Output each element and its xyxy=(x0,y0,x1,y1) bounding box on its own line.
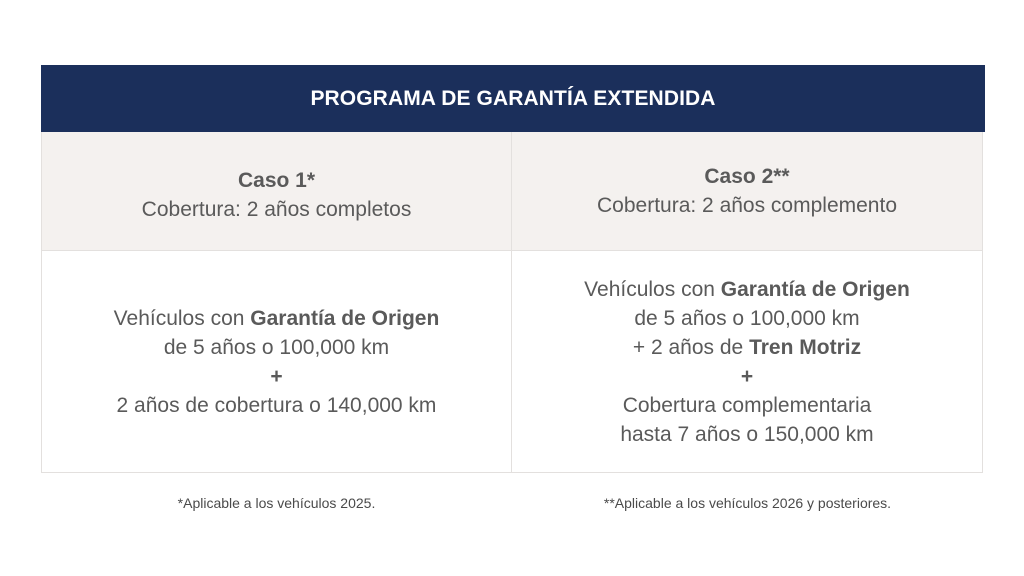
case-1-details xyxy=(42,251,512,472)
footnote-case-2: **Aplicable a los vehículos 2026 y posteriores. xyxy=(603,495,892,511)
footnote-case-1: *Aplicable a los vehículos 2025. xyxy=(177,495,376,511)
case-1-coverage: Cobertura: 2 años completos xyxy=(141,198,412,221)
case-2-line-1: Vehículos con Garantía de Origen xyxy=(584,277,910,301)
case-1-title: Caso 1* xyxy=(237,169,316,192)
case-2-title: Caso 2** xyxy=(704,165,790,188)
case-2-coverage: Cobertura: 2 años complemento xyxy=(597,194,897,217)
case-2-plus: + xyxy=(740,364,754,388)
warranty-table xyxy=(41,65,983,473)
case-1-line-3: 2 años de cobertura o 140,000 km xyxy=(116,393,437,417)
table-header-banner xyxy=(41,65,985,132)
case-1-plus: + xyxy=(270,364,283,388)
case-2-line-4: Cobertura complementaria xyxy=(622,393,872,417)
footnotes xyxy=(41,495,983,511)
table-title: PROGRAMA DE GARANTÍA EXTENDIDA xyxy=(310,86,716,110)
case-header-row xyxy=(42,132,982,251)
case-2-line-3: + 2 años de Tren Motriz xyxy=(632,335,862,359)
case-1-line-2: de 5 años o 100,000 km xyxy=(163,335,390,359)
case-detail-row xyxy=(42,251,982,472)
case-2-line-5: hasta 7 años o 150,000 km xyxy=(620,422,874,446)
case-2-line-2: de 5 años o 100,000 km xyxy=(634,306,860,330)
case-1-line-1: Vehículos con Garantía de Origen xyxy=(113,306,440,330)
case-2-header xyxy=(512,132,982,250)
case-1-header xyxy=(42,132,512,250)
case-2-details xyxy=(512,251,982,472)
